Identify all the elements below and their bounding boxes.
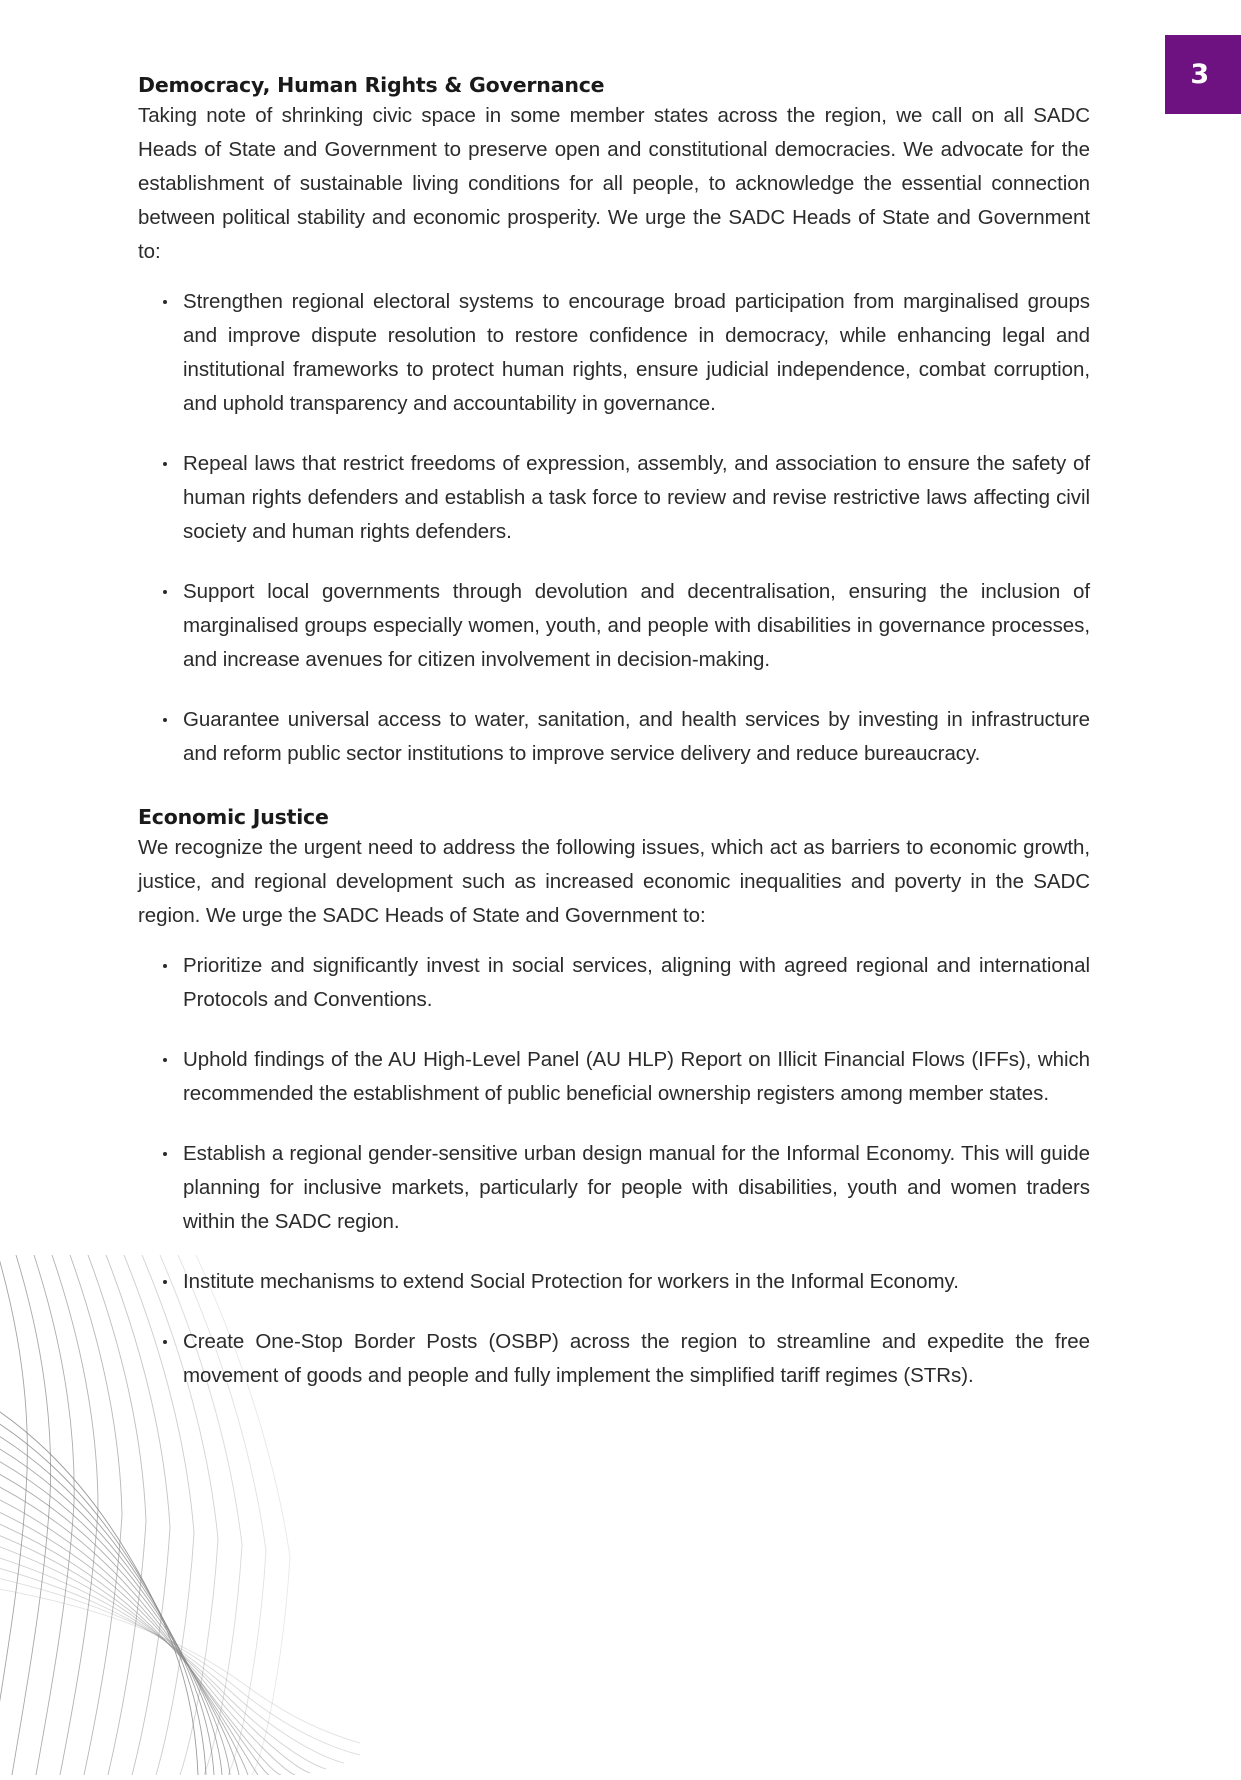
bullet-dot-icon	[163, 718, 167, 722]
section-economic-justice	[138, 804, 1090, 1393]
bullet-dot-icon	[163, 300, 167, 304]
list-item-text: Establish a regional gender-sensitive urban design manual for the Informal Economy. This will guide planning for inclusive markets, particularly for people with disabilities, youth and women traders within the SADC region.	[183, 1142, 1090, 1234]
bullet-dot-icon	[163, 1152, 167, 1156]
bullet-dot-icon	[163, 1340, 167, 1344]
list-item-text: Support local governments through devolution and decentralisation, ensuring the inclusion of marginalised groups especially women, youth, and people with disabilities in governance processes, and increase avenues for citizen involvement in decision-making.	[183, 580, 1090, 672]
list-item-text: Repeal laws that restrict freedoms of expression, assembly, and association to ensure the safety of human rights defenders and establish a task force to review and revise restrictive laws affecting civil society and human rights defenders.	[183, 452, 1090, 544]
bullet-dot-icon	[163, 1280, 167, 1284]
page-number-label: 3	[1190, 59, 1210, 90]
page-number-badge	[1165, 35, 1241, 114]
list-item	[138, 575, 1090, 677]
list-item-text: Institute mechanisms to extend Social Protection for workers in the Informal Economy.	[183, 1270, 959, 1294]
list-item	[138, 285, 1090, 421]
document-body	[138, 72, 1090, 1393]
list-item	[138, 1137, 1090, 1239]
recommendation-list	[138, 949, 1090, 1393]
section-intro-paragraph: Taking note of shrinking civic space in some member states across the region, we call on all SADC Heads of State and Government to preserve open and constitutional democracies. We advocate for the establishment of sustainable living conditions for all people, to acknowledge the essential connection between political stability and economic prosperity. We urge the SADC Heads of State and Government to:	[138, 104, 1090, 264]
list-item	[138, 1265, 1090, 1299]
section-heading: Democracy, Human Rights & Governance	[138, 73, 605, 97]
list-item-text: Strengthen regional electoral systems to encourage broad participation from marginalised groups and improve dispute resolution to restore confidence in democracy, while enhancing legal and institutional frameworks to protect human rights, ensure judicial independence, combat corruption, and uphold transparency and accountability in governance.	[183, 290, 1090, 416]
section-heading: Economic Justice	[138, 805, 329, 830]
list-item-text: Uphold findings of the AU High-Level Panel (AU HLP) Report on Illicit Financial Flows (IFFs), which recommended the establishment of public beneficial ownership registers among member states.	[183, 1048, 1090, 1106]
list-item	[138, 703, 1090, 771]
section-intro-paragraph: We recognize the urgent need to address the following issues, which act as barriers to economic growth, justice, and regional development such as increased economic inequalities and poverty in the SADC region. We urge the SADC Heads of State and Government to:	[138, 836, 1090, 928]
recommendation-list	[138, 285, 1090, 771]
list-item-text: Create One-Stop Border Posts (OSBP) across the region to streamline and expedite the free movement of goods and people and fully implement the simplified tariff regimes (STRs).	[183, 1330, 1090, 1388]
list-item	[138, 447, 1090, 549]
list-item	[138, 949, 1090, 1017]
list-item-text: Prioritize and significantly invest in social services, aligning with agreed regional and international Protocols and Conventions.	[183, 954, 1090, 1012]
section-democracy-human-rights-governance	[138, 72, 1090, 771]
bullet-dot-icon	[163, 964, 167, 968]
bullet-dot-icon	[163, 462, 167, 466]
list-item	[138, 1043, 1090, 1111]
list-item-text: Guarantee universal access to water, sanitation, and health services by investing in infrastructure and reform public sector institutions to improve service delivery and reduce bureaucracy.	[183, 708, 1090, 766]
bullet-dot-icon	[163, 1058, 167, 1062]
list-item	[138, 1325, 1090, 1393]
bullet-dot-icon	[163, 590, 167, 594]
